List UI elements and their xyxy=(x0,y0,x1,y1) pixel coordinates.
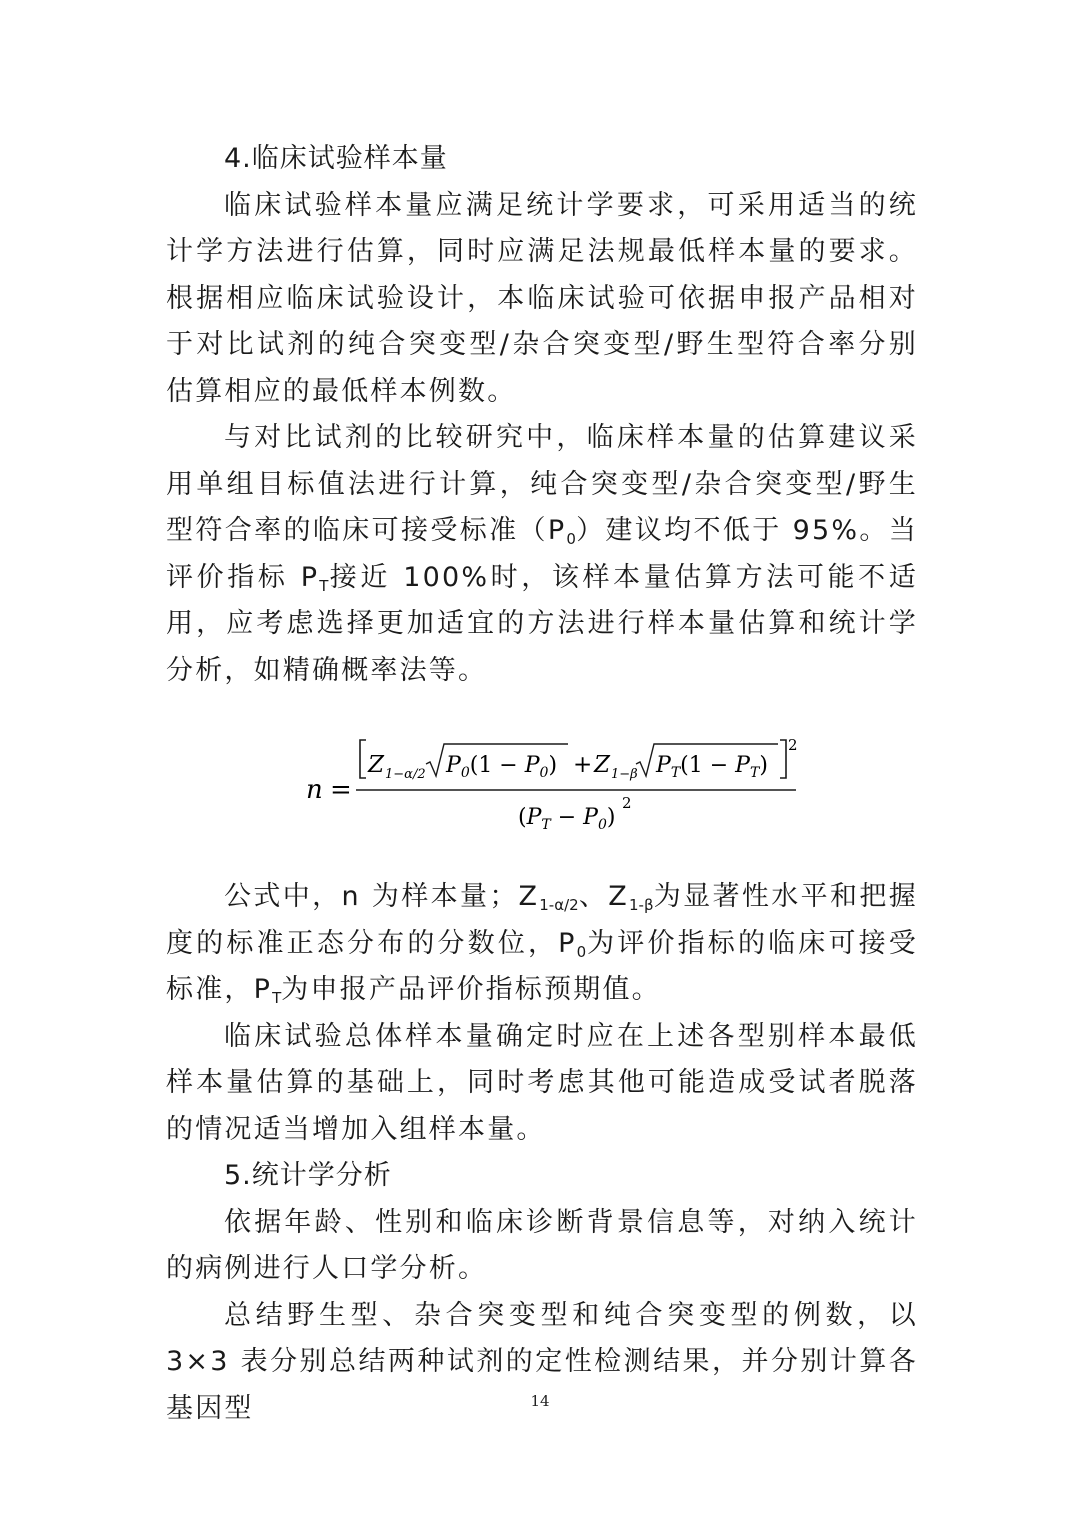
document-page xyxy=(166,136,918,1432)
section-5-heading: 5.统计学分析 xyxy=(224,1160,392,1191)
subscript: 0 xyxy=(566,530,576,548)
subscript: 1-β xyxy=(629,896,654,914)
formula-z2: Z xyxy=(594,752,610,778)
subscript: T xyxy=(272,989,282,1007)
section-4-paragraph-1: 临床试验样本量应满足统计学要求，可采用适当的统计学方法进行估算，同时应满足法规最低样本量的要求。根据相应临床试验设计，本临床试验可依据申报产品相对于对比试剂的纯合突变型/杂合突变型/野生型符合率分别估算相应的最低样本例数。 xyxy=(166,189,918,407)
section-5-paragraph-2: 总结野生型、杂合突变型和纯合突变型的例数，以 3×3 表分别总结两种试剂的定性检测结果，并分别计算各基因型 xyxy=(166,1299,918,1424)
subscript: 1-α/2 xyxy=(539,896,579,914)
formula-explanation xyxy=(166,874,918,1014)
formula-lhs: n xyxy=(306,775,323,805)
paragraph-text: 接近 100%时，该样本量估算方法可能不适用，应考虑选择更加适宜的方法进行样本量估算和统计学分析，如精确概率法等。 xyxy=(166,561,918,686)
section-5-paragraph-1: 依据年龄、性别和临床诊断背景信息等，对纳入统计的病例进行人口学分析。 xyxy=(166,1206,918,1284)
paragraph-text: 与对比试剂的比较研究中，临床样本量的估算建议采用单组目标值法进行计算，纯合突变型/杂合突变型/野生型符合率的临床可接受标准（P xyxy=(166,422,918,546)
formula-z1-sub: 1−α/2 xyxy=(385,767,426,782)
formula-den-power: 2 xyxy=(622,794,632,812)
formula-z1: Z xyxy=(368,752,384,778)
paragraph-text: 、Z xyxy=(578,881,629,912)
section-4-paragraph-2 xyxy=(166,415,918,694)
formula-plus: + xyxy=(573,752,593,778)
formula-term1: $P_0(1 - P_0)$ xyxy=(446,753,558,781)
section-4-heading: 4.临床试验样本量 xyxy=(224,143,448,174)
right-bracket xyxy=(780,740,786,778)
left-bracket xyxy=(360,740,366,778)
formula-denominator: $(P_T - P_0)$ xyxy=(518,805,616,833)
paragraph-text: 为申报产品评价指标预期值。 xyxy=(281,974,661,1005)
paragraph-text: 公式中，n 为样本量；Z xyxy=(224,881,540,912)
paragraph-text: ）建议均不低于 95%。当评价指标 P xyxy=(166,515,918,593)
sample-size-formula xyxy=(166,694,918,874)
subscript: T xyxy=(319,576,329,595)
formula-power: 2 xyxy=(788,736,798,754)
section-4-paragraph-4: 临床试验总体样本量确定时应在上述各型别样本最低样本量估算的基础上，同时考虑其他可能造成受试者脱落的情况适当增加入组样本量。 xyxy=(166,1020,918,1145)
subscript: 0 xyxy=(576,942,587,961)
formula-equals: = xyxy=(330,775,352,805)
formula-graphic xyxy=(296,738,796,838)
formula-term2: $P_T(1 - P_T)$ xyxy=(656,753,768,781)
formula-z2-sub: 1−β xyxy=(611,767,638,782)
page-number: 14 xyxy=(530,1392,550,1410)
paragraph-text: 为显著性水平和把握度的标准正态分布的分数位，P xyxy=(166,881,918,959)
paragraph-text: 为评价指标的临床可接受标准，P xyxy=(166,927,918,1005)
